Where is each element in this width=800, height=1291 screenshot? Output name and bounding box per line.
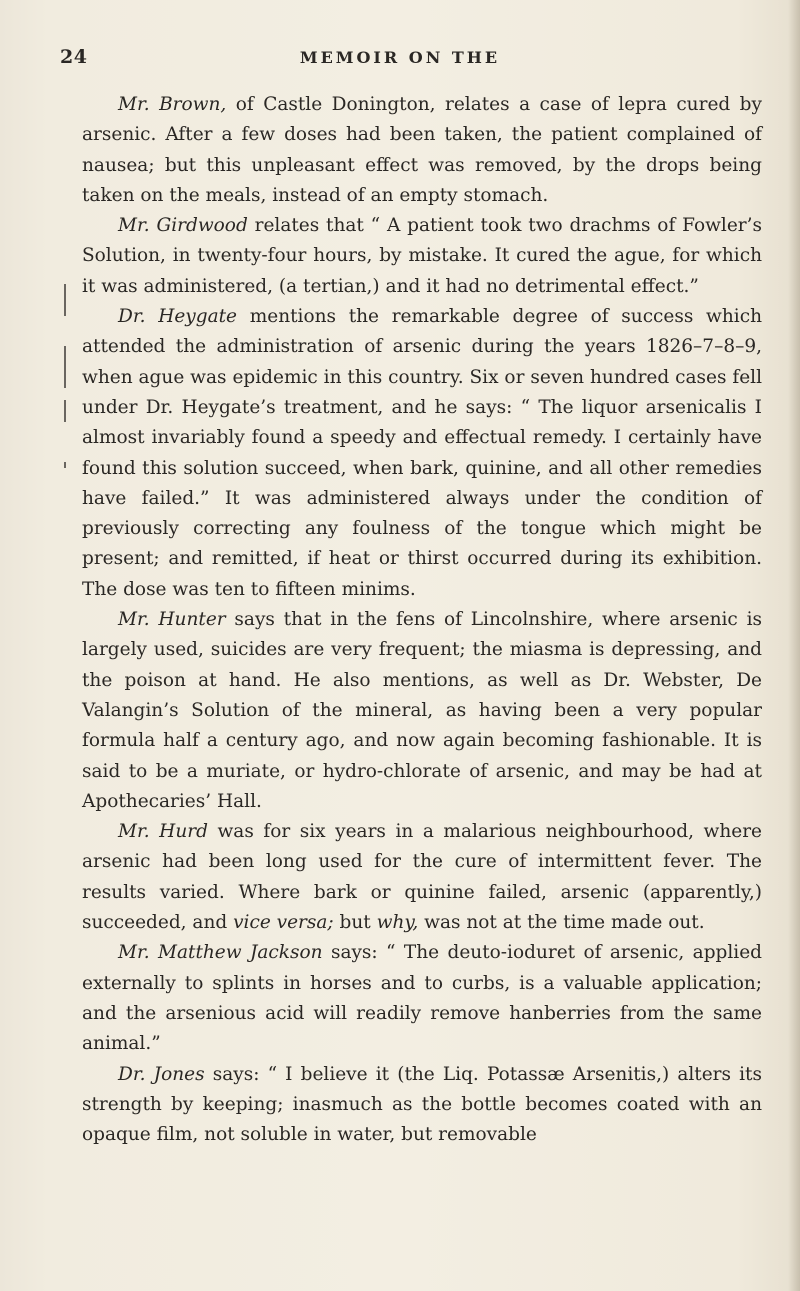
paragraph-text: relates that “ A patient took two drachms of Fowler’s Solution, in twenty-four hours, by mistake. It cured the ague, for which it was administered, (a tertian,) and it had no detrimental effect.” — [82, 215, 762, 297]
person-name: Mr. Brown, — [118, 94, 227, 115]
margin-mark — [64, 284, 66, 316]
paragraph-hunter — [82, 605, 762, 817]
running-title: MEMOIR ON THE — [299, 48, 501, 67]
margin-mark — [64, 462, 66, 468]
person-name: Mr. Matthew Jackson — [118, 942, 323, 964]
running-head — [0, 46, 800, 70]
paragraph-text: was for six years in a malarious neighbourhood, where arsenic had been long used for the cure of intermittent fever. The results varied. Where bark or quinine failed, arsenic (apparently,) succeeded, and — [82, 821, 763, 934]
italic-phrase: why, — [376, 912, 419, 934]
paragraph-heygate — [82, 302, 762, 605]
paragraph-text: says: “ The deuto-ioduret of arsenic, applied externally to splints in horses and to curbs, is a valuable application; and the arsenious acid will readily remove hanberries from the same animal.” — [82, 942, 762, 1055]
person-name: Mr. Hurd — [118, 821, 208, 843]
paragraph-text: says: “ I believe it (the Liq. Potassæ Arsenitis,) alters its strength by keeping; inasmuch as the bottle becomes coated with an opaque film, not soluble in water, but removable — [82, 1063, 762, 1146]
person-name: Dr. Heygate — [118, 306, 238, 328]
italic-phrase: vice versa; — [233, 912, 334, 934]
paragraph-text: was not at the time made out. — [418, 912, 705, 934]
paragraph-text: says that in the fens of Lincolnshire, where arsenic is largely used, suicides are very frequent; the miasma is depressing, and the poison at hand. He also mentions, as well as Dr. Webster, De Valangin’s Solution of the mineral, as having been a very popular formula half a century ago, and now again becoming fashionable. It is said to be a muriate, or hydro-chlorate of arsenic, and may be had at Apothecaries’ Hall. — [82, 609, 762, 812]
margin-mark — [64, 346, 66, 388]
paragraph-brown — [82, 90, 762, 211]
page-number: 24 — [60, 46, 88, 68]
paragraph-text: of Castle Donington, relates a case of lepra cured by arsenic. After a few doses had been taken, the patient complained of nausea; but this unpleasant effect was removed, by the drops being taken on the meals, instead of an empty stomach. — [82, 94, 762, 206]
page-edge-shadow — [788, 0, 800, 1291]
body-text — [82, 90, 762, 1150]
paragraph-text: mentions the remarkable degree of success which attended the administration of arsenic during the years 1826–7–8–9, when ague was epidemic in this country. Six or seven hundred cases fell under Dr. Heygate’s treatment, and he says: “ The liquor arsenicalis I almost invariably found a speedy and effectual remedy. I certainly have found this solution succeed, when bark, quinine, and all other remedies have failed.” It was administered always under the condition of previously correcting any foulness of the tongue which might be present; and remitted, if heat or thirst occurred during its exhibition. The dose was ten to fifteen minims. — [82, 306, 762, 600]
person-name: Mr. Hunter — [118, 609, 226, 631]
paragraph-text: but — [333, 912, 377, 934]
paragraph-hurd — [82, 817, 762, 938]
paragraph-jones — [82, 1060, 762, 1151]
person-name: Dr. Jones — [118, 1063, 205, 1085]
paragraph-jackson — [82, 938, 762, 1059]
margin-mark — [64, 400, 66, 422]
person-name: Mr. Girdwood — [118, 215, 248, 237]
paragraph-girdwood — [82, 211, 762, 302]
